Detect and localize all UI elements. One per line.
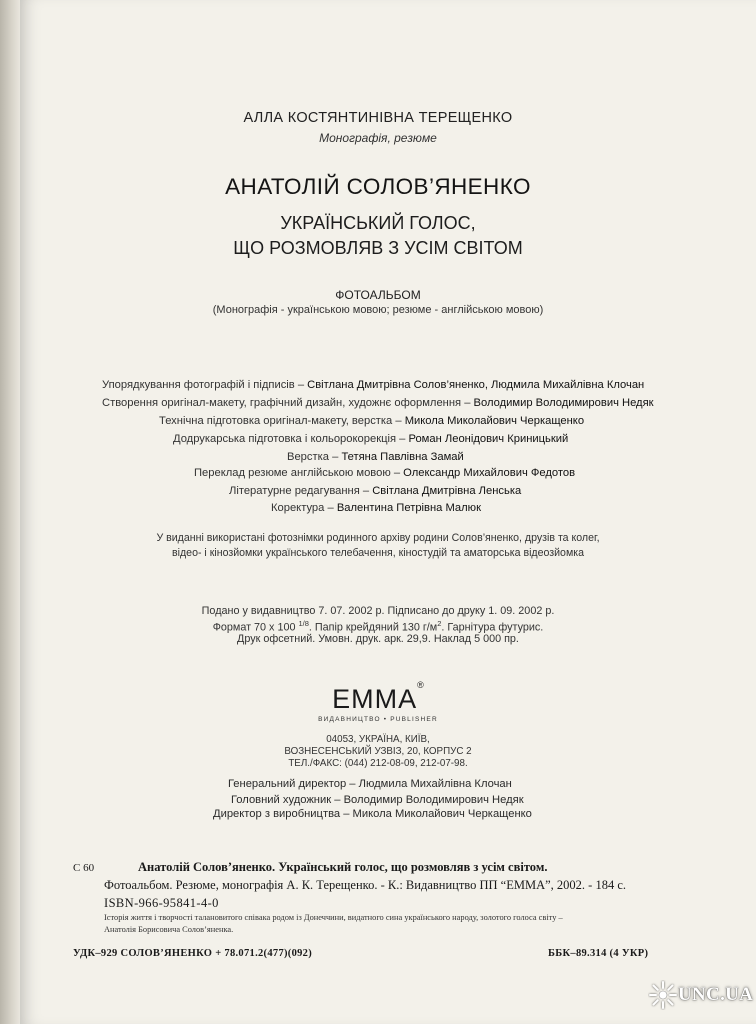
print-typeface: . Гарнітура футурис. (441, 621, 544, 634)
credit-name: Микола Миколайович Черкащенко (404, 415, 585, 427)
watermark-text: UNC.UA (678, 984, 754, 1005)
author-subtitle: Монографія, резюме (319, 131, 437, 145)
catalog-bbk: ББК–89.314 (4 УКР) (548, 948, 649, 959)
catalog-description-line-1: Історія життя і творчості талановитого співака родом із Донеччини, видатного сина українського народу, золотого голоса світу – (104, 913, 563, 922)
publisher-logo (0, 680, 756, 715)
author-name: АЛЛА КОСТЯНТИНІВНА ТЕРЕЩЕНКО (243, 110, 513, 126)
credit-line (102, 379, 644, 391)
book-title: АНАТОЛІЙ СОЛОВ’ЯНЕНКО (225, 174, 531, 199)
catalog-code: С 60 (73, 862, 95, 874)
photo-note-line-1: У виданні використані фотознімки родинного архіву родини Солов’яненко, друзів та колег, (156, 532, 600, 544)
credit-line (173, 433, 568, 445)
catalog-title: Анатолій Солов’яненко. Український голос, що розмовляв з усім світом. (138, 860, 548, 874)
print-paper: . Папір крейдяний 130 г/м (308, 621, 438, 634)
print-info-line-1: Подано у видавництво 7. 07. 2002 р. Підписано до друку 1. 09. 2002 р. (201, 605, 555, 617)
credit-name: Олександр Михайлович Федотов (403, 467, 576, 479)
language-note: (Монографія - українською мовою; резюме - англійською мовою) (212, 304, 544, 316)
credit-role: Упорядкування фотографій і підписів – (102, 379, 308, 391)
staff-chief-artist: Головний художник – Володимир Володимирович Недяк (231, 794, 524, 806)
publisher-logo-text: EMMA (332, 684, 418, 714)
publisher-address-line-1: 04053, УКРАЇНА, КИЇВ, (326, 734, 430, 745)
credit-line (287, 451, 464, 463)
credit-line (102, 397, 654, 409)
publisher-address-line-2: ВОЗНЕСЕНСЬКИЙ УЗВІЗ, 20, КОРПУС 2 (284, 746, 472, 757)
credit-name: Володимир Володимирович Недяк (473, 397, 654, 409)
credit-role: Переклад резюме англійською мовою – (194, 467, 404, 479)
registered-mark-icon: ® (417, 680, 424, 690)
book-subtitle-line-1: УКРАЇНСЬКИЙ ГОЛОС, (280, 213, 476, 233)
photo-note-line-2: відео- і кінозйомки українського телебачення, кіностудій та аматорська відеозйомка (172, 547, 584, 559)
watermark (646, 978, 754, 1014)
credit-role: Верстка – (287, 451, 342, 463)
credit-name: Роман Леонідович Криницький (408, 433, 569, 445)
credit-role: Коректура – (271, 502, 337, 514)
credit-line (159, 415, 584, 427)
credit-line (229, 485, 521, 497)
credit-name: Тетяна Павлівна Замай (341, 451, 464, 463)
credit-name: Світлана Дмитрівна Солов’яненко, Людмила Михайлівна Клочан (307, 379, 645, 391)
credit-line (271, 502, 481, 514)
print-format-fraction: 1/8 (298, 619, 309, 628)
credit-role: Створення оригінал-макету, графічний дизайн, художнє оформлення – (102, 397, 474, 409)
print-info-line-3: Друк офсетний. Умовн. друк. арк. 29,9. Наклад 5 000 пр. (237, 633, 519, 645)
publisher-logo-subtitle: ВИДАВНИЦТВО • PUBLISHER (318, 716, 438, 723)
catalog-publication-info: Фотоальбом. Резюме, монографія А. К. Терещенко. - К.: Видавництво ПП “ЕММА”, 2002. - 184 с. (104, 878, 626, 892)
credit-line (194, 467, 575, 479)
sunburst-icon (648, 980, 678, 1010)
print-format: Формат 70 х 100 (212, 621, 299, 634)
credit-name: Світлана Дмитрівна Ленська (372, 485, 522, 497)
catalog-description-line-2: Анатолія Борисовича Солов’яненка. (104, 925, 234, 934)
catalog-isbn: ISBN-966-95841-4-0 (104, 896, 219, 910)
print-paper-exponent: 2 (437, 619, 442, 628)
catalog-udk: УДК–929 СОЛОВ’ЯНЕНКО + 78.071.2(477)(092) (73, 948, 313, 959)
genre-label: ФОТОАЛЬБОМ (335, 288, 421, 302)
book-binding-edge (0, 0, 20, 1024)
credit-role: Технічна підготовка оригінал-макету, верстка – (159, 415, 405, 427)
credit-name: Валентина Петрівна Малюк (336, 502, 481, 514)
credit-role: Додрукарська підготовка і кольорокорекція – (173, 433, 409, 445)
staff-production-director: Директор з виробництва – Микола Миколайович Черкащенко (213, 808, 532, 820)
credit-role: Літературне редагування – (229, 485, 373, 497)
print-info-line-2 (0, 619, 756, 634)
book-subtitle-line-2: ЩО РОЗМОВЛЯВ З УСІМ СВІТОМ (233, 238, 523, 258)
staff-general-director: Генеральний директор – Людмила Михайлівна Клочан (228, 778, 512, 790)
publisher-phone: ТЕЛ./ФАКС: (044) 212-08-09, 212-07-98. (288, 758, 468, 769)
